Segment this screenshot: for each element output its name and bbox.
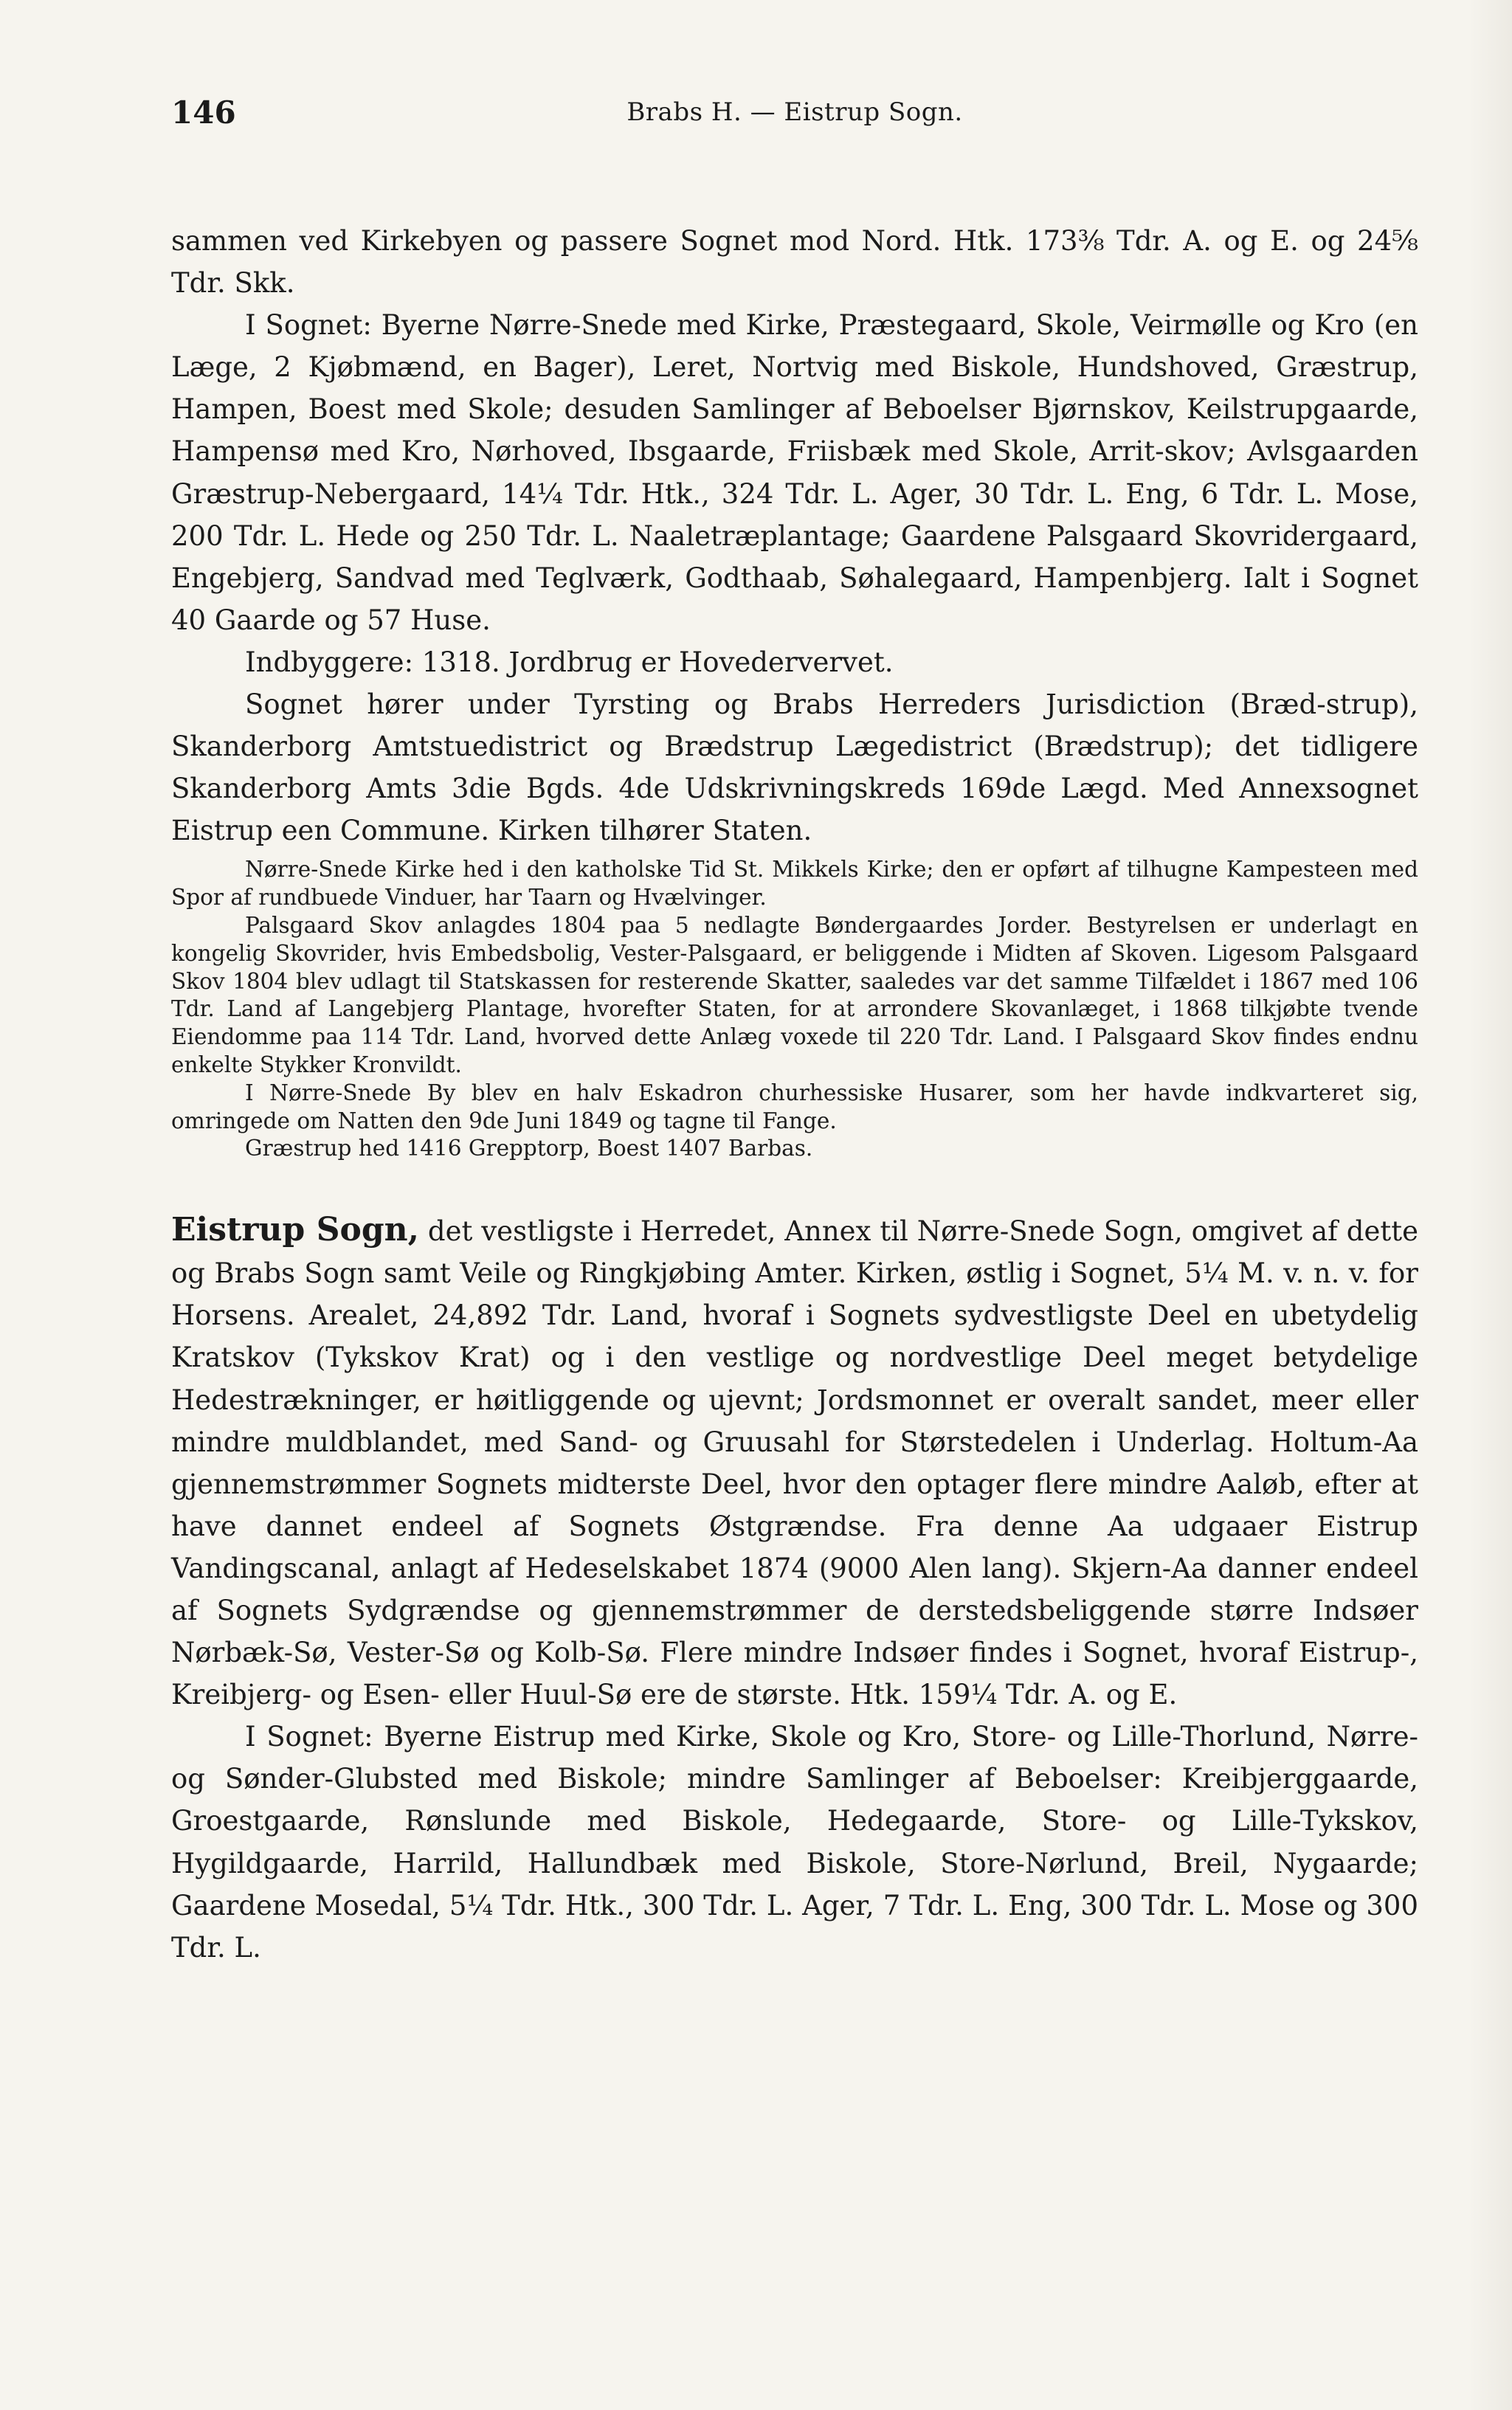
- paragraph-villages: I Sognet: Byerne Nørre-Snede med Kirke, Præstegaard, Skole, Veirmølle og Kro (en Læge, 2 Kjøbmænd, en Bager), Leret, Nortvig med Biskole, Hundshoved, Græstrup, Hampen, Boest med Skole; desuden Samlinger af Beboelser Bjørnskov, Keilstrupgaarde, Hampensø med Kro, Nørhoved, Ibsgaarde, Friisbæk med Skole, Arrit-skov; Avlsgaarden Græstrup-Nebergaard, 14¼ Tdr. Htk., 324 Tdr. L. Ager, 30 Tdr. L. Eng, 6 Tdr. L. Mose, 200 Tdr. L. Hede og 250 Tdr. L. Naaletræplantage; Gaardene Palsgaard Skovridergaard, Engebjerg, Sandvad med Teglværk, Godthaab, Søhalegaard, Hampenbjerg. Ialt i Sognet 40 Gaarde og 57 Huse.: [171, 309, 1418, 636]
- book-page: [171, 89, 1418, 2388]
- eistrup-paragraph-2: I Sognet: Byerne Eistrup med Kirke, Skole og Kro, Store- og Lille-Thorlund, Nørre- og Sønder-Glubsted med Biskole; mindre Samlinger af Beboelser: Kreibjerggaarde, Groestgaarde, Rønslunde med Biskole, Hedegaarde, Store- og Lille-Tykskov, Hygildgaarde, Harrild, Hallundbæk med Biskole, Store-Nørlund, Breil, Nygaarde; Gaardene Mosedal, 5¼ Tdr. Htk., 300 Tdr. L. Ager, 7 Tdr. L. Eng, 300 Tdr. L. Mose og 300 Tdr. L.: [171, 1721, 1418, 1964]
- section-heading: Eistrup Sogn,: [171, 1211, 419, 1249]
- note-palsgaard: Palsgaard Skov anlagdes 1804 paa 5 nedlagte Bøndergaardes Jorder. Bestyrelsen er underlagt en kongelig Skovrider, hvis Embedsbolig, Vester-Palsgaard, er beliggende i Midten af Skoven. Ligesom Palsgaard Skov 1804 blev udlagt til Statskassen for resterende Skatter, saaledes var det samme Tilfældet i 1867 med 106 Tdr. Land af Langebjerg Plantage, hvorefter Staten, for at arrondere Skovanlæget, i 1868 tilkjøbte tvende Eiendomme paa 114 Tdr. Land, hvorved dette Anlæg voxede til 220 Tdr. Land. I Palsgaard Skov findes endnu enkelte Stykker Kronvildt.: [171, 913, 1418, 1077]
- page-edge-shadow: [1468, 0, 1512, 2410]
- page-number: 146: [171, 94, 236, 131]
- paragraph-continuation: sammen ved Kirkebyen og passere Sognet mod Nord. Htk. 173⅜ Tdr. A. og E. og 24⅝ Tdr. Skk.: [171, 225, 1418, 300]
- paragraph-population: Indbyggere: 1318. Jordbrug er Hovedervervet.: [245, 646, 894, 678]
- note-names: Græstrup hed 1416 Grepptorp, Boest 1407 Barbas.: [245, 1136, 813, 1161]
- notes-block: [171, 856, 1418, 1163]
- note-church: Nørre-Snede Kirke hed i den katholske Tid St. Mikkels Kirke; den er opført af tilhugne Kampesteen med Spor af rundbuede Vinduer, har Taarn og Hvælvinger.: [171, 857, 1418, 911]
- note-husars: I Nørre-Snede By blev en halv Eskadron churhessiske Husarer, som her havde indkvarteret sig, omringede om Natten den 9de Juni 1849 og tagne til Fange.: [171, 1080, 1418, 1133]
- running-head: Brabs H. — Eistrup Sogn.: [626, 97, 963, 127]
- eistrup-section: [171, 1209, 1418, 1969]
- paragraph-jurisdiction: Sognet hører under Tyrsting og Brabs Herreders Jurisdiction (Bræd-strup), Skanderborg Amtstuedistrict og Brædstrup Lægedistrict (Brædstrup); det tidligere Skanderborg Amts 3die Bgds. 4de Udskrivningskreds 169de Lægd. Med Annexsognet Eistrup een Commune. Kirken tilhører Staten.: [171, 688, 1418, 847]
- eistrup-paragraph-1: [171, 1209, 1418, 1716]
- eistrup-paragraph-1-text: det vestligste i Herredet, Annex til Nørre-Snede Sogn, omgivet af dette og Brabs Sogn samt Veile og Ringkjøbing Amter. Kirken, østlig i Sognet, 5¼ M. v. n. v. for Horsens. Arealet, 24,892 Tdr. Land, hvoraf i Sognets sydvestligste Deel en ubetydelig Kratskov (Tykskov Krat) og i den vestlige og nordvestlige Deel meget betydelige Hedestrækninger, er høitliggende og ujevnt; Jordsmonnet er overalt sandet, meer eller mindre muldblandet, med Sand- og Gruusahl for Størstedelen i Underlag. Holtum-Aa gjennemstrømmer Sognets midterste Deel, hvor den optager flere mindre Aaløb, efter at have dannet endeel af Sognets Østgrændse. Fra denne Aa udgaaer Eistrup Vandingscanal, anlagt af Hedeselskabet 1874 (9000 Alen lang). Skjern-Aa danner endeel af Sognets Sydgrændse og gjennemstrømmer de derstedsbeliggende større Indsøer Nørbæk-Sø, Vester-Sø og Kolb-Sø. Flere mindre Indsøer findes i Sognet, hvoraf Eistrup-, Kreibjerg- og Esen- eller Huul-Sø ere de største. Htk. 159¼ Tdr. A. og E.: [171, 1215, 1418, 1711]
- main-text: [171, 220, 1418, 852]
- page-header: [171, 89, 1418, 140]
